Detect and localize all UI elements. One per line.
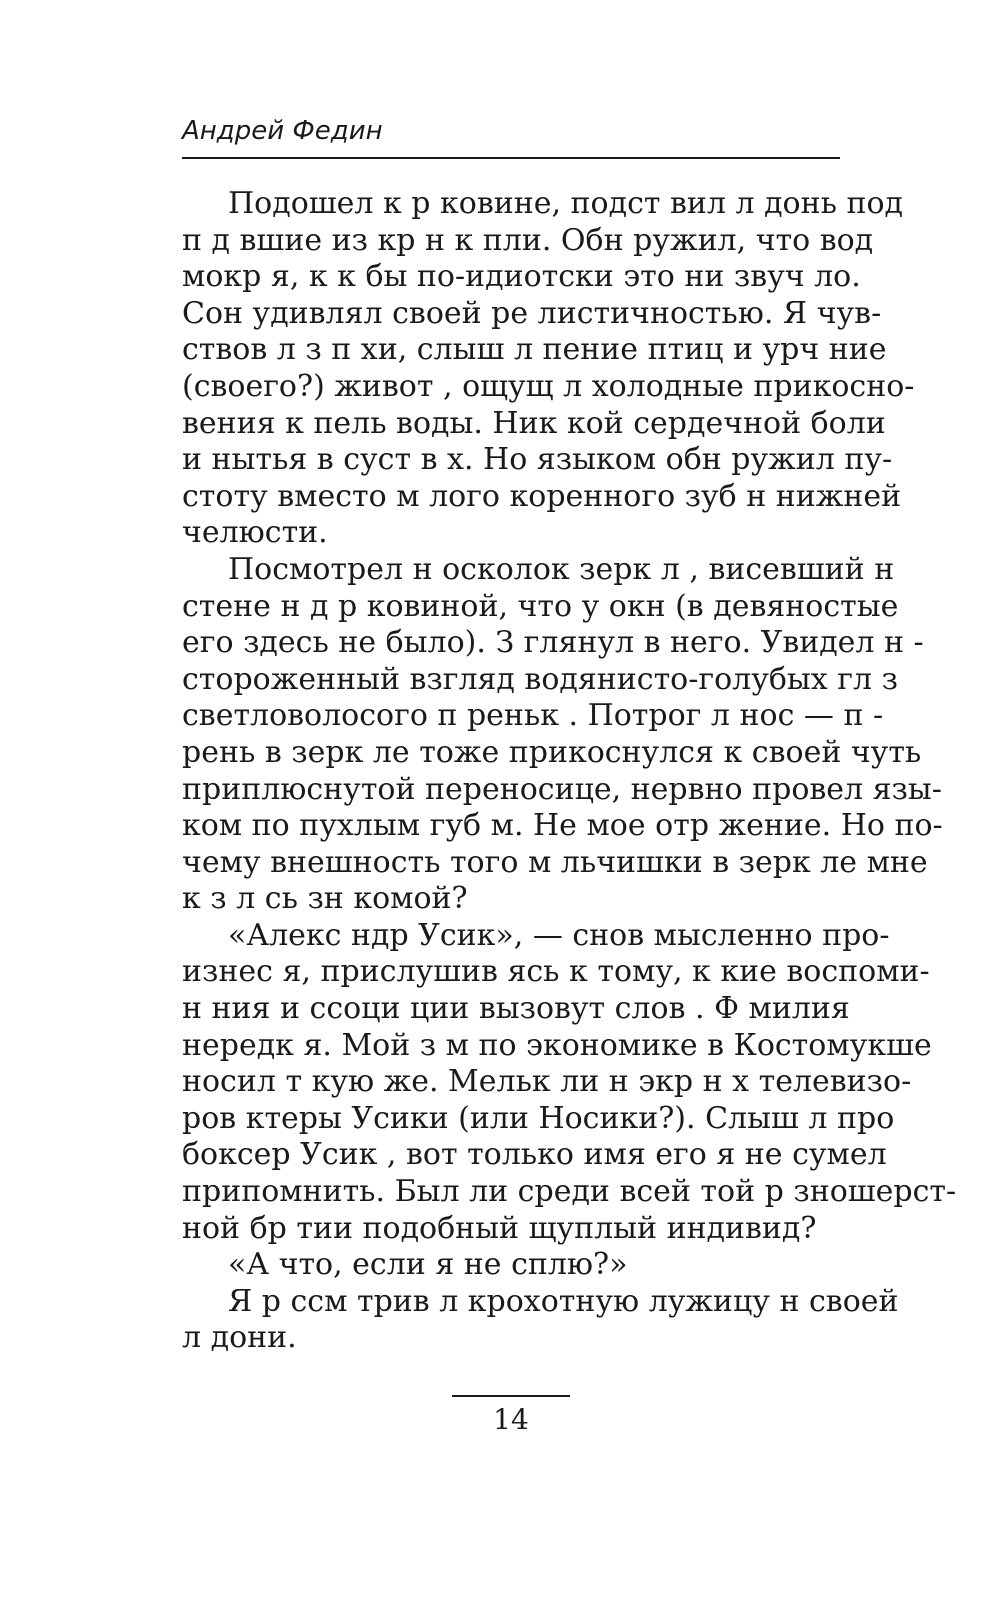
text-line: носил т кую же. Мельк ли н экр н х телевизо-: [182, 1064, 912, 1100]
paragraph: [182, 186, 915, 552]
folio-rule: [452, 1395, 570, 1397]
text-line: вения к пель воды. Ник кой сердечной боли: [182, 405, 886, 441]
text-line: изнес я, прислушив ясь к тому, к кие воспоми-: [182, 954, 930, 990]
text-line: (своего?) живот , ощущ л холодные прикосно-: [182, 368, 915, 404]
text-line: нередк я. Мой з м по экономике в Костомукше: [182, 1027, 932, 1063]
paragraph: [182, 1283, 899, 1357]
text-line: светловолосого п реньк . Потрог л нос — п -: [182, 698, 884, 734]
text-line: Сон удивлял своей ре листичностью. Я чув-: [182, 295, 882, 331]
text-line: стороженный взгляд водянисто-голубых гл з: [182, 661, 898, 697]
text-line: н ния и ссоци ции вызовут слов . Ф милия: [182, 991, 850, 1027]
text-line: боксер Усик , вот только имя его я не сумел: [182, 1137, 887, 1173]
text-line: рень в зерк ле тоже прикоснулся к своей чуть: [182, 734, 922, 770]
text-line: ствов л з п хи, слыш л пение птиц и урч ние: [182, 332, 887, 368]
text-line: Подошел к р ковине, подст вил л донь под: [228, 186, 903, 221]
paragraph: [182, 917, 957, 1247]
text-line: приплюснутой переносице, нервно провел язы-: [182, 771, 942, 807]
text-line: его здесь не было). З глянул в него. Увидел н -: [182, 625, 924, 661]
text-line: челюсти.: [182, 515, 328, 551]
text-line: мокр я, к к бы по-идиотски это ни звуч ло.: [182, 259, 861, 295]
text-line: ров ктеры Усики (или Носики?). Слыш л про: [182, 1100, 895, 1136]
paragraph: [182, 551, 943, 918]
page-number: 14: [493, 1403, 529, 1436]
text-line: ком по пухлым губ м. Не мое отр жение. Но по-: [182, 808, 943, 844]
text-line: «Алекс ндр Усик», — снов мысленно про-: [228, 917, 890, 953]
running-head-author: Андрей Федин: [182, 116, 383, 146]
text-line: Я р ссм трив л крохотную лужицу н своей: [228, 1283, 899, 1319]
paragraph: [182, 1247, 840, 1284]
text-line: стоту вместо м лого коренного зуб н нижней: [182, 478, 902, 514]
text-line: «А что, если я не сплю?»: [228, 1247, 628, 1283]
header-rule: [182, 157, 840, 159]
text-line: чему внешность того м льчишки в зерк ле мне: [182, 844, 928, 880]
body-text: [182, 186, 957, 1357]
text-line: к з л сь зн комой?: [182, 881, 468, 917]
text-line: припомнить. Был ли среди всей той р зношерст-: [182, 1174, 957, 1210]
text-line: п д вшие из кр н к пли. Обн ружил, что вод: [182, 222, 874, 258]
text-line: и нытья в суст в х. Но языком обн ружил пу-: [182, 442, 893, 478]
text-line: л дони.: [182, 1320, 297, 1356]
text-line: ной бр тии подобный щуплый индивид?: [182, 1210, 817, 1246]
text-line: Посмотрел н осколок зерк л , висевший н: [228, 551, 895, 587]
text-line: стене н д р ковиной, что у окн (в девяностые: [182, 588, 899, 624]
